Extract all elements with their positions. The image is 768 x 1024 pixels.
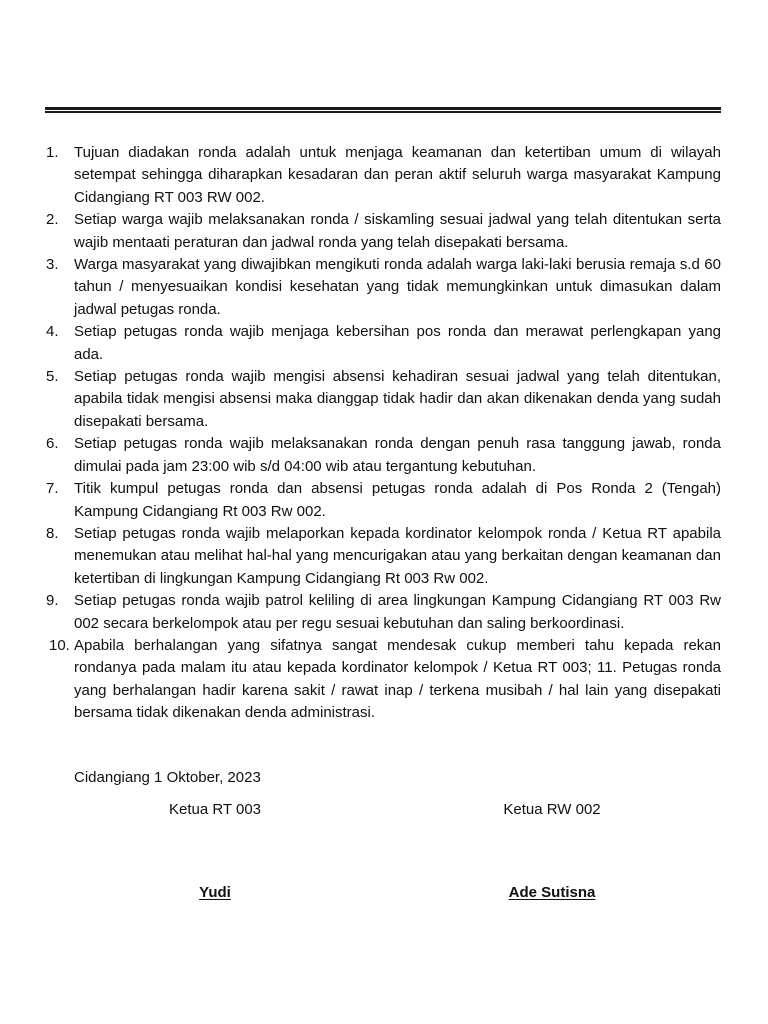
rule-number: 7.: [46, 480, 59, 498]
header-double-rule-top: [45, 107, 721, 110]
rule-item-4: [46, 321, 721, 366]
rule-item-6: [46, 433, 721, 478]
rule-number: 6.: [46, 435, 59, 453]
rules-list: [46, 142, 721, 725]
rule-number: 10.: [49, 636, 70, 654]
rule-number: 2.: [46, 211, 59, 229]
rule-text: Setiap petugas ronda wajib mengisi absensi kehadiran sesuai jadwal yang telah ditentukan, apabila tidak mengisi absensi maka dianggap tidak hadir dan akan dikenakan denda yang sudah disepakati bersama.: [74, 368, 721, 430]
rule-text: Setiap warga wajib melaksanakan ronda / siskamling sesuai jadwal yang telah ditentukan serta wajib mentaati peraturan dan jadwal ronda yang telah disepakati bersama.: [74, 211, 721, 251]
rule-number: 1.: [46, 144, 59, 161]
rule-item-9: [46, 590, 721, 635]
rule-number: 9.: [46, 592, 59, 610]
rule-item-1: [46, 142, 721, 209]
signature-role-rt: Ketua RT 003: [168, 801, 261, 818]
rule-number: 5.: [46, 368, 59, 386]
rule-number: 4.: [46, 323, 59, 341]
rule-text: Setiap petugas ronda wajib patrol keliling di area lingkungan Kampung Cidangiang RT 003 Rw 002 secara berkelompok atau per regu sesuai kebutuhan dan saling berkoordinasi.: [74, 592, 721, 632]
signature-name-rw: [422, 882, 682, 904]
rule-item-5: [46, 366, 721, 433]
rule-text: Titik kumpul petugas ronda dan absensi petugas ronda adalah di Pos Ronda 2 (Tengah) Kampung Cidangiang Rt 003 Rw 002.: [74, 480, 721, 520]
signature-name-rt-text: Yudi: [199, 884, 231, 901]
rule-text: Apabila berhalangan yang sifatnya sangat mendesak cukup memberi tahu kepada rekan rondanya pada malam itu atau kepada kordinator kelompok / Ketua RT 003; 11. Petugas ronda yang berhalangan hadir karena sakit / rawat inap / terkena musibah / hal lain yang disepakati bersama tidak dikenakan denda administrasi.: [74, 636, 721, 722]
rule-item-7: [46, 478, 721, 523]
rule-item-8: [46, 523, 721, 590]
rule-number: 3.: [46, 256, 59, 274]
rule-text: Setiap petugas ronda wajib melaporkan kepada kordinator kelompok ronda / Ketua RT apabila menemukan atau melihat hal-hal yang mencurigakan atau yang berkaitan dengan keamanan dan ketertiban di lingkungan Kampung Cidangiang Rt 003 Rw 002.: [74, 524, 721, 587]
signature-name-rw-text: Ade Sutisna: [508, 884, 596, 901]
rule-text: Warga masyarakat yang diwajibkan mengikuti ronda adalah warga laki-laki berusia remaja s.d 60 tahun / menyesuaikan kondisi kesehatan yang tidak memungkinkan untuk dimasukan dalam jadwal petugas ronda.: [74, 256, 721, 318]
rule-item-3: [46, 254, 721, 321]
header-double-rule-bottom: [45, 111, 721, 113]
rule-text: Setiap petugas ronda wajib menjaga kebersihan pos ronda dan merawat perlengkapan yang ada.: [74, 323, 721, 363]
signature-name-rt: [85, 882, 345, 904]
rule-text: Tujuan diadakan ronda adalah untuk menjaga keamanan dan ketertiban umum di wilayah setempat sehingga diharapkan kesadaran dan peran aktif seluruh warga masyarakat Kampung Cidangiang RT 003 RW 002.: [74, 144, 721, 206]
rule-text: Setiap petugas ronda wajib melaksanakan ronda dengan penuh rasa tanggung jawab, ronda dimulai pada jam 23:00 wib s/d 04:00 wib atau tergantung kebutuhan.: [74, 435, 721, 475]
rule-item-10: [49, 635, 721, 725]
place-date-line: Cidangiang 1 Oktober, 2023: [74, 769, 261, 786]
signature-role-rw: Ketua RW 002: [503, 801, 601, 818]
rule-item-2: [46, 209, 721, 254]
rule-number: 8.: [46, 524, 59, 542]
